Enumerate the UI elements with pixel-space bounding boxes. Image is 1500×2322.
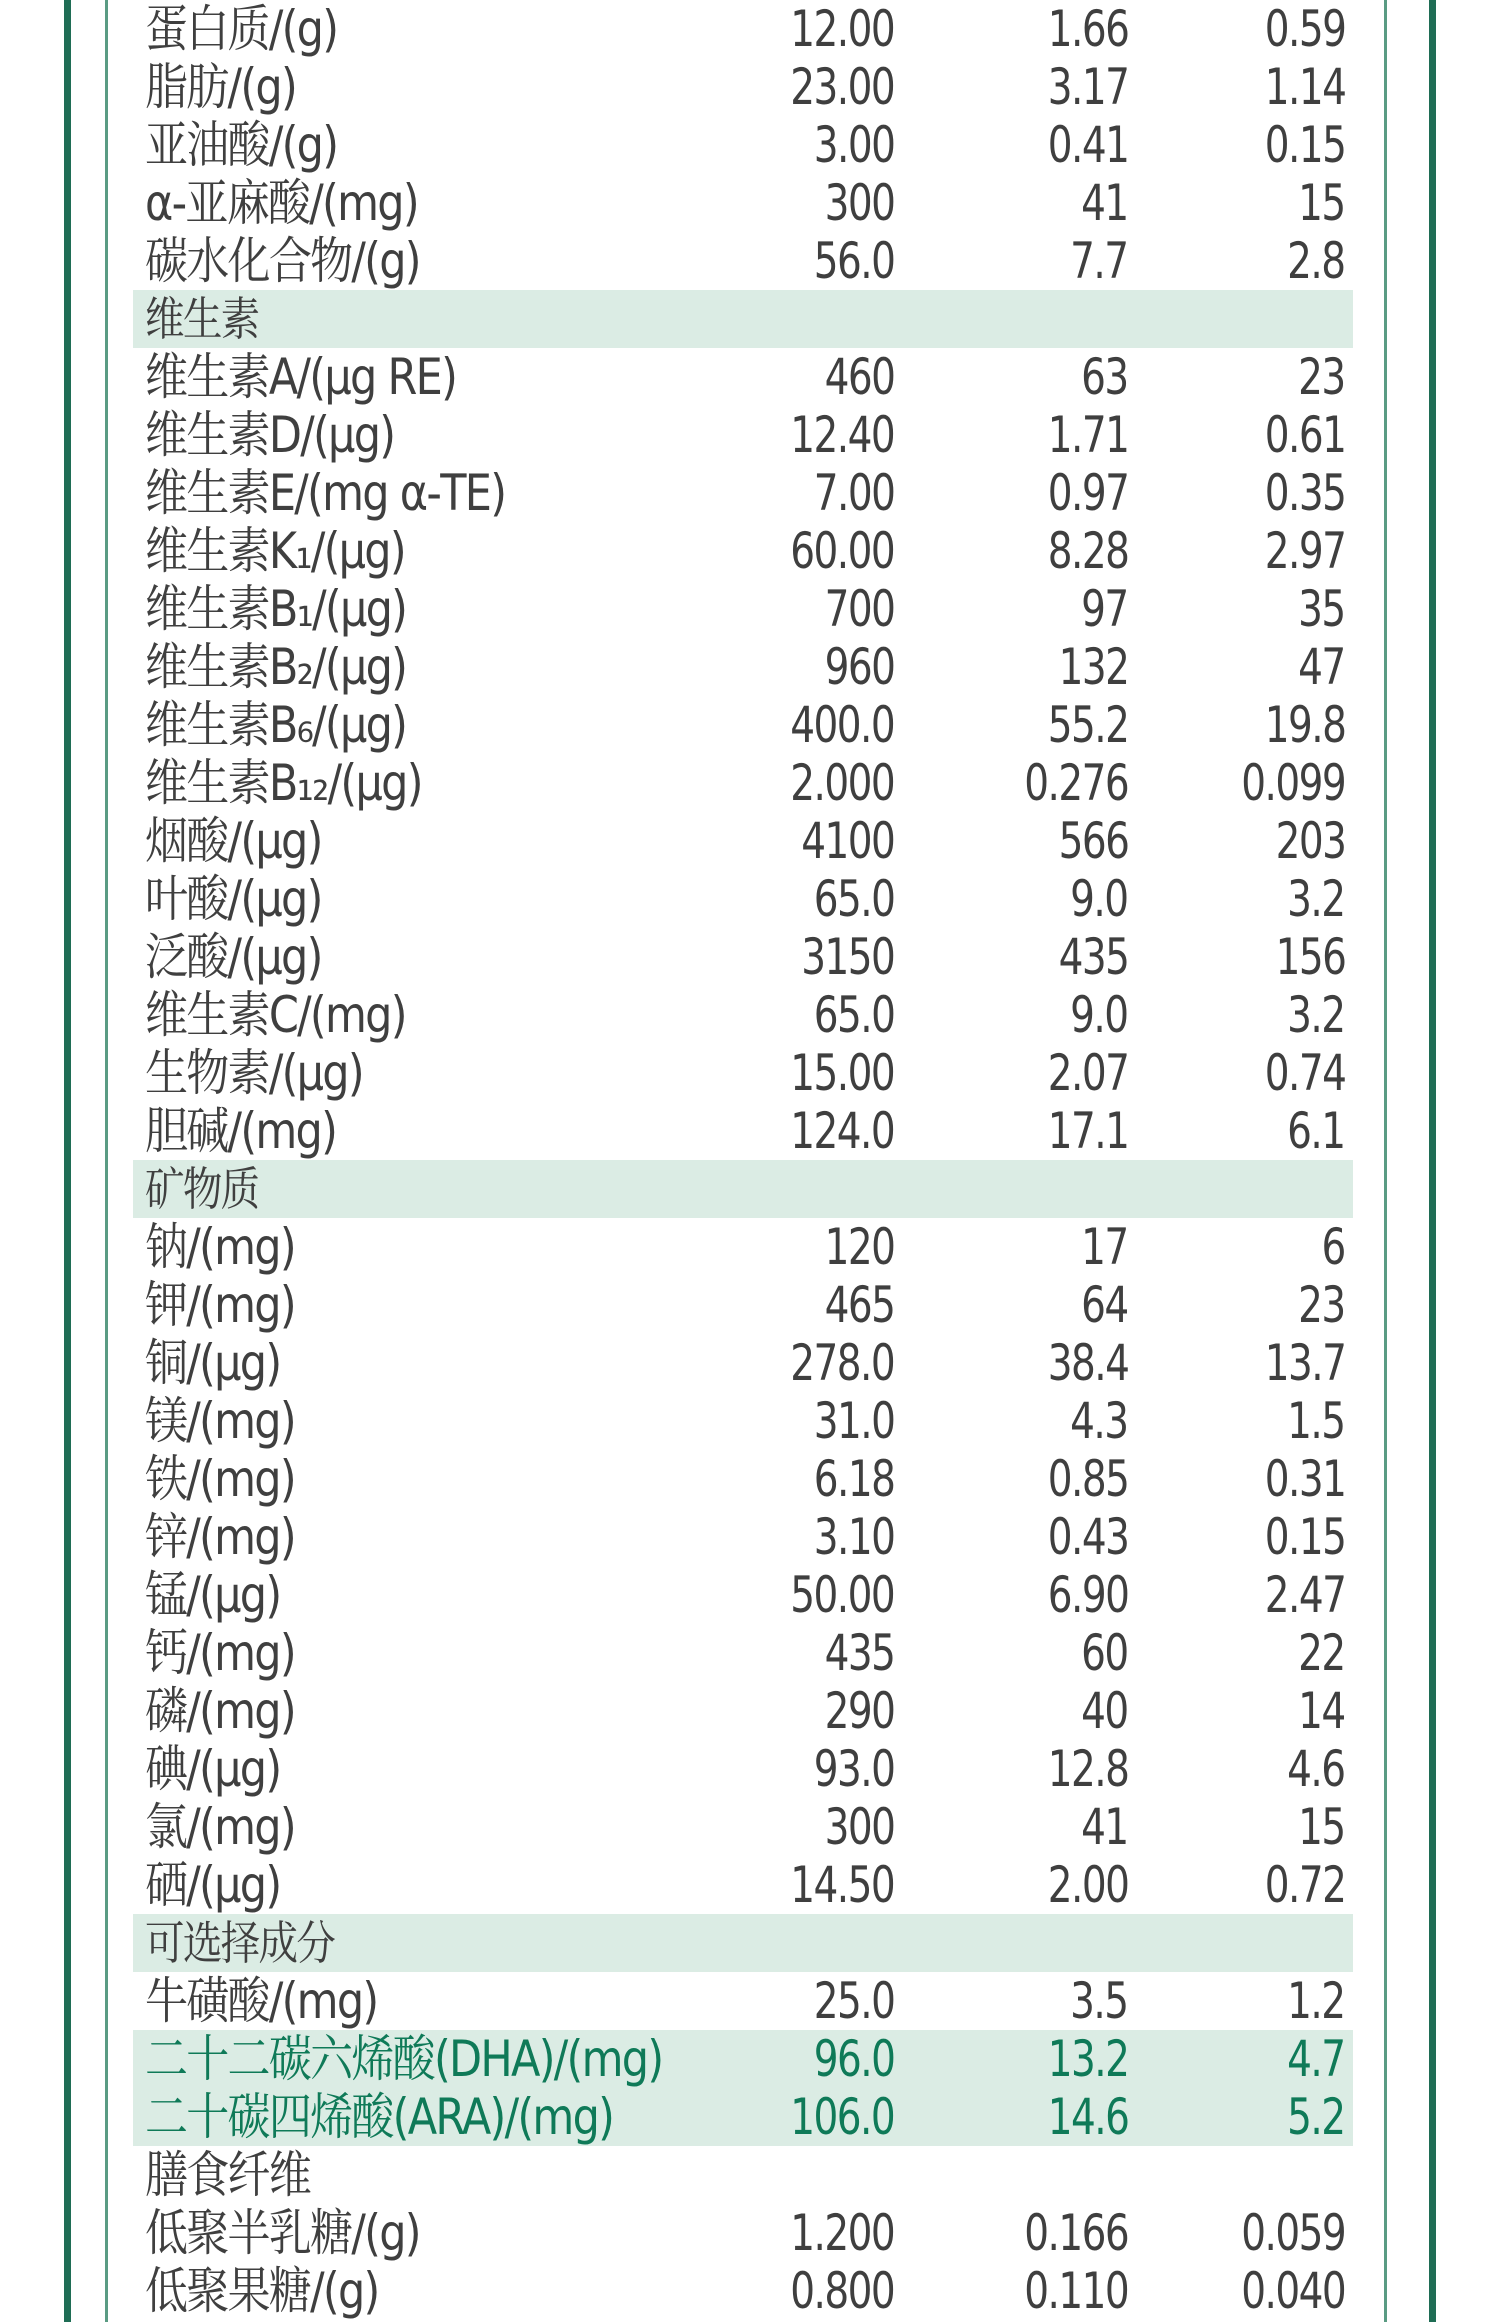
value-per-100g: 93.0 [813, 1740, 894, 1798]
value-per-100kj: 97 [1081, 580, 1128, 638]
value-per-100kj: 2.00 [1047, 1856, 1128, 1914]
value-per-100g: 435 [824, 1624, 894, 1682]
value-per-100kj: 3.17 [1047, 58, 1128, 116]
nutrient-name: 锌/(mg) [145, 1508, 295, 1566]
value-per-100kj: 64 [1081, 1276, 1128, 1334]
table-row [133, 1392, 1353, 1450]
value-per-100kj: 40 [1081, 1682, 1128, 1740]
nutrient-name: 低聚果糖/(g) [145, 2262, 379, 2320]
value-per-100kj: 41 [1081, 1798, 1128, 1856]
value-per-100ml: 0.74 [1264, 1044, 1345, 1102]
value-per-100g: 65.0 [813, 986, 894, 1044]
value-per-100g: 2.000 [790, 754, 894, 812]
value-per-100g: 15.00 [790, 1044, 894, 1102]
nutrient-name: 亚油酸/(g) [145, 116, 338, 174]
value-per-100g: 700 [824, 580, 894, 638]
value-per-100g: 300 [824, 1798, 894, 1856]
nutrient-name: 叶酸/(μg) [145, 870, 322, 928]
value-per-100g: 7.00 [813, 464, 894, 522]
nutrient-name: 泛酸/(μg) [145, 928, 322, 986]
value-per-100kj: 132 [1058, 638, 1128, 696]
value-per-100kj: 3.5 [1070, 1972, 1128, 2030]
value-per-100g: 6.18 [813, 1450, 894, 1508]
nutrient-name: 碳水化合物/(g) [145, 232, 420, 290]
value-per-100kj: 0.166 [1024, 2204, 1128, 2262]
value-per-100kj: 435 [1058, 928, 1128, 986]
nutrient-name: 脂肪/(g) [145, 58, 297, 116]
value-per-100kj: 13.2 [1047, 2030, 1128, 2088]
value-per-100g: 31.0 [813, 1392, 894, 1450]
value-per-100g: 25.0 [813, 1972, 894, 2030]
value-per-100g: 3150 [800, 928, 894, 986]
value-per-100ml: 2.47 [1264, 1566, 1345, 1624]
value-per-100ml: 0.72 [1264, 1856, 1345, 1914]
nutrient-name: 维生素D/(μg) [145, 406, 395, 464]
value-per-100g: 4100 [800, 812, 894, 870]
value-per-100g: 960 [824, 638, 894, 696]
table-row [133, 1102, 1353, 1160]
value-per-100g: 23.00 [790, 58, 894, 116]
value-per-100kj: 63 [1081, 348, 1128, 406]
value-per-100kj: 0.276 [1024, 754, 1128, 812]
value-per-100g: 278.0 [790, 1334, 894, 1392]
table-row [133, 870, 1353, 928]
value-per-100ml: 15 [1298, 174, 1345, 232]
table-row [133, 1682, 1353, 1740]
value-per-100g: 106.0 [790, 2088, 894, 2146]
table-row [133, 58, 1353, 116]
table-row [133, 1740, 1353, 1798]
value-per-100ml: 3.2 [1287, 986, 1345, 1044]
section-header [133, 1160, 1353, 1218]
nutrient-name: 维生素A/(μg RE) [145, 348, 457, 406]
nutrient-name: 维生素B₆/(μg) [145, 696, 407, 754]
table-row [133, 2030, 1353, 2088]
nutrient-name: 铜/(μg) [145, 1334, 281, 1392]
nutrient-name: 可选择成分 [145, 1916, 335, 1970]
table-row [133, 2262, 1353, 2320]
value-per-100g: 96.0 [813, 2030, 894, 2088]
table-row [133, 1624, 1353, 1682]
value-per-100ml: 19.8 [1264, 696, 1345, 754]
value-per-100ml: 0.15 [1264, 1508, 1345, 1566]
value-per-100ml: 6.1 [1287, 1102, 1345, 1160]
nutrient-name: 钙/(mg) [145, 1624, 295, 1682]
value-per-100ml: 0.59 [1264, 0, 1345, 58]
table-row [133, 1450, 1353, 1508]
table-row [133, 696, 1353, 754]
nutrient-name: 氯/(mg) [145, 1798, 295, 1856]
value-per-100ml: 0.31 [1264, 1450, 1345, 1508]
nutrient-name: 胆碱/(mg) [145, 1102, 337, 1160]
value-per-100ml: 15 [1298, 1798, 1345, 1856]
value-per-100kj: 8.28 [1047, 522, 1128, 580]
nutrient-name: 蛋白质/(g) [145, 0, 338, 58]
value-per-100kj: 60 [1081, 1624, 1128, 1682]
nutrient-name: 维生素B₂/(μg) [145, 638, 407, 696]
section-header [133, 290, 1353, 348]
value-per-100ml: 4.6 [1287, 1740, 1345, 1798]
nutrient-name: 铁/(mg) [145, 1450, 295, 1508]
value-per-100ml: 5.2 [1287, 2088, 1345, 2146]
value-per-100kj: 4.3 [1070, 1392, 1128, 1450]
value-per-100kj: 17 [1081, 1218, 1128, 1276]
nutrition-table [133, 0, 1353, 2320]
value-per-100g: 1.200 [790, 2204, 894, 2262]
table-row [133, 986, 1353, 1044]
table-row [133, 754, 1353, 812]
value-per-100ml: 23 [1298, 348, 1345, 406]
value-per-100kj: 0.97 [1047, 464, 1128, 522]
value-per-100kj: 0.43 [1047, 1508, 1128, 1566]
table-row [133, 928, 1353, 986]
nutrient-name: 维生素B₁₂/(μg) [145, 754, 422, 812]
table-row [133, 1044, 1353, 1102]
nutrient-name: 维生素B₁/(μg) [145, 580, 407, 638]
value-per-100g: 14.50 [790, 1856, 894, 1914]
value-per-100kj: 2.07 [1047, 1044, 1128, 1102]
value-per-100kj: 0.110 [1024, 2262, 1128, 2320]
table-row [133, 580, 1353, 638]
table-row [133, 406, 1353, 464]
value-per-100ml: 13.7 [1264, 1334, 1345, 1392]
value-per-100ml: 156 [1275, 928, 1345, 986]
table-row [133, 638, 1353, 696]
value-per-100ml: 23 [1298, 1276, 1345, 1334]
nutrient-name: 膳食纤维 [145, 2146, 311, 2204]
table-row [133, 1508, 1353, 1566]
nutrient-name: 烟酸/(μg) [145, 812, 322, 870]
value-per-100g: 120 [824, 1218, 894, 1276]
nutrient-name: 锰/(μg) [145, 1566, 281, 1624]
table-row [133, 2204, 1353, 2262]
value-per-100g: 465 [824, 1276, 894, 1334]
nutrient-name: 二十碳四烯酸(ARA)/(mg) [145, 2088, 614, 2146]
table-row [133, 1856, 1353, 1914]
table-row [133, 348, 1353, 406]
nutrient-name: 维生素K₁/(μg) [145, 522, 405, 580]
nutrient-name: 二十二碳六烯酸(DHA)/(mg) [145, 2030, 663, 2088]
value-per-100g: 400.0 [790, 696, 894, 754]
value-per-100kj: 9.0 [1070, 986, 1128, 1044]
value-per-100ml: 1.5 [1287, 1392, 1345, 1450]
value-per-100kj: 17.1 [1047, 1102, 1128, 1160]
value-per-100kj: 14.6 [1047, 2088, 1128, 2146]
value-per-100kj: 0.41 [1047, 116, 1128, 174]
value-per-100ml: 2.97 [1264, 522, 1345, 580]
table-row [133, 1972, 1353, 2030]
value-per-100g: 60.00 [790, 522, 894, 580]
value-per-100kj: 9.0 [1070, 870, 1128, 928]
value-per-100ml: 2.8 [1287, 232, 1345, 290]
value-per-100g: 50.00 [790, 1566, 894, 1624]
table-row [133, 116, 1353, 174]
nutrient-name: 镁/(mg) [145, 1392, 295, 1450]
value-per-100ml: 47 [1298, 638, 1345, 696]
value-per-100g: 65.0 [813, 870, 894, 928]
value-per-100g: 12.00 [790, 0, 894, 58]
nutrient-name: 钾/(mg) [145, 1276, 295, 1334]
table-row [133, 1798, 1353, 1856]
table-row [133, 1218, 1353, 1276]
value-per-100ml: 0.099 [1241, 754, 1345, 812]
value-per-100kj: 6.90 [1047, 1566, 1128, 1624]
value-per-100ml: 0.61 [1264, 406, 1345, 464]
nutrient-name: 维生素E/(mg α-TE) [145, 464, 506, 522]
nutrient-name: 生物素/(μg) [145, 1044, 363, 1102]
table-row [133, 1276, 1353, 1334]
value-per-100g: 460 [824, 348, 894, 406]
nutrient-name: 碘/(μg) [145, 1740, 281, 1798]
value-per-100kj: 7.7 [1070, 232, 1128, 290]
nutrient-name: 钠/(mg) [145, 1218, 295, 1276]
value-per-100g: 56.0 [813, 232, 894, 290]
table-row [133, 174, 1353, 232]
value-per-100ml: 0.059 [1241, 2204, 1345, 2262]
value-per-100kj: 1.71 [1047, 406, 1128, 464]
value-per-100ml: 0.15 [1264, 116, 1345, 174]
table-row [133, 812, 1353, 870]
nutrient-name: α-亚麻酸/(mg) [145, 174, 418, 232]
table-row [133, 1566, 1353, 1624]
table-row [133, 1334, 1353, 1392]
table-row [133, 464, 1353, 522]
value-per-100kj: 12.8 [1047, 1740, 1128, 1798]
nutrient-name: 牛磺酸/(mg) [145, 1972, 378, 2030]
value-per-100g: 290 [824, 1682, 894, 1740]
value-per-100ml: 1.2 [1287, 1972, 1345, 2030]
nutrient-name: 低聚半乳糖/(g) [145, 2204, 420, 2262]
value-per-100ml: 0.35 [1264, 464, 1345, 522]
table-row [133, 232, 1353, 290]
value-per-100g: 12.40 [790, 406, 894, 464]
value-per-100kj: 1.66 [1047, 0, 1128, 58]
value-per-100ml: 3.2 [1287, 870, 1345, 928]
value-per-100g: 124.0 [790, 1102, 894, 1160]
nutrient-name: 维生素C/(mg) [145, 986, 406, 1044]
value-per-100g: 3.10 [813, 1508, 894, 1566]
value-per-100g: 0.800 [790, 2262, 894, 2320]
value-per-100g: 300 [824, 174, 894, 232]
value-per-100kj: 0.85 [1047, 1450, 1128, 1508]
table-row [133, 522, 1353, 580]
section-header [133, 1914, 1353, 1972]
value-per-100ml: 22 [1298, 1624, 1345, 1682]
nutrient-name: 维生素 [145, 292, 259, 346]
value-per-100g: 3.00 [813, 116, 894, 174]
value-per-100ml: 4.7 [1287, 2030, 1345, 2088]
value-per-100ml: 35 [1298, 580, 1345, 638]
value-per-100kj: 55.2 [1047, 696, 1128, 754]
table-row [133, 2088, 1353, 2146]
value-per-100ml: 0.040 [1241, 2262, 1345, 2320]
value-per-100ml: 203 [1275, 812, 1345, 870]
nutrient-name: 矿物质 [145, 1162, 259, 1216]
value-per-100ml: 6 [1321, 1218, 1345, 1276]
table-row [133, 0, 1353, 58]
value-per-100ml: 1.14 [1264, 58, 1345, 116]
value-per-100kj: 38.4 [1047, 1334, 1128, 1392]
value-per-100kj: 41 [1081, 174, 1128, 232]
nutrient-name: 硒/(μg) [145, 1856, 281, 1914]
subsection-header [133, 2146, 1353, 2204]
value-per-100kj: 566 [1058, 812, 1128, 870]
nutrient-name: 磷/(mg) [145, 1682, 295, 1740]
value-per-100ml: 14 [1298, 1682, 1345, 1740]
